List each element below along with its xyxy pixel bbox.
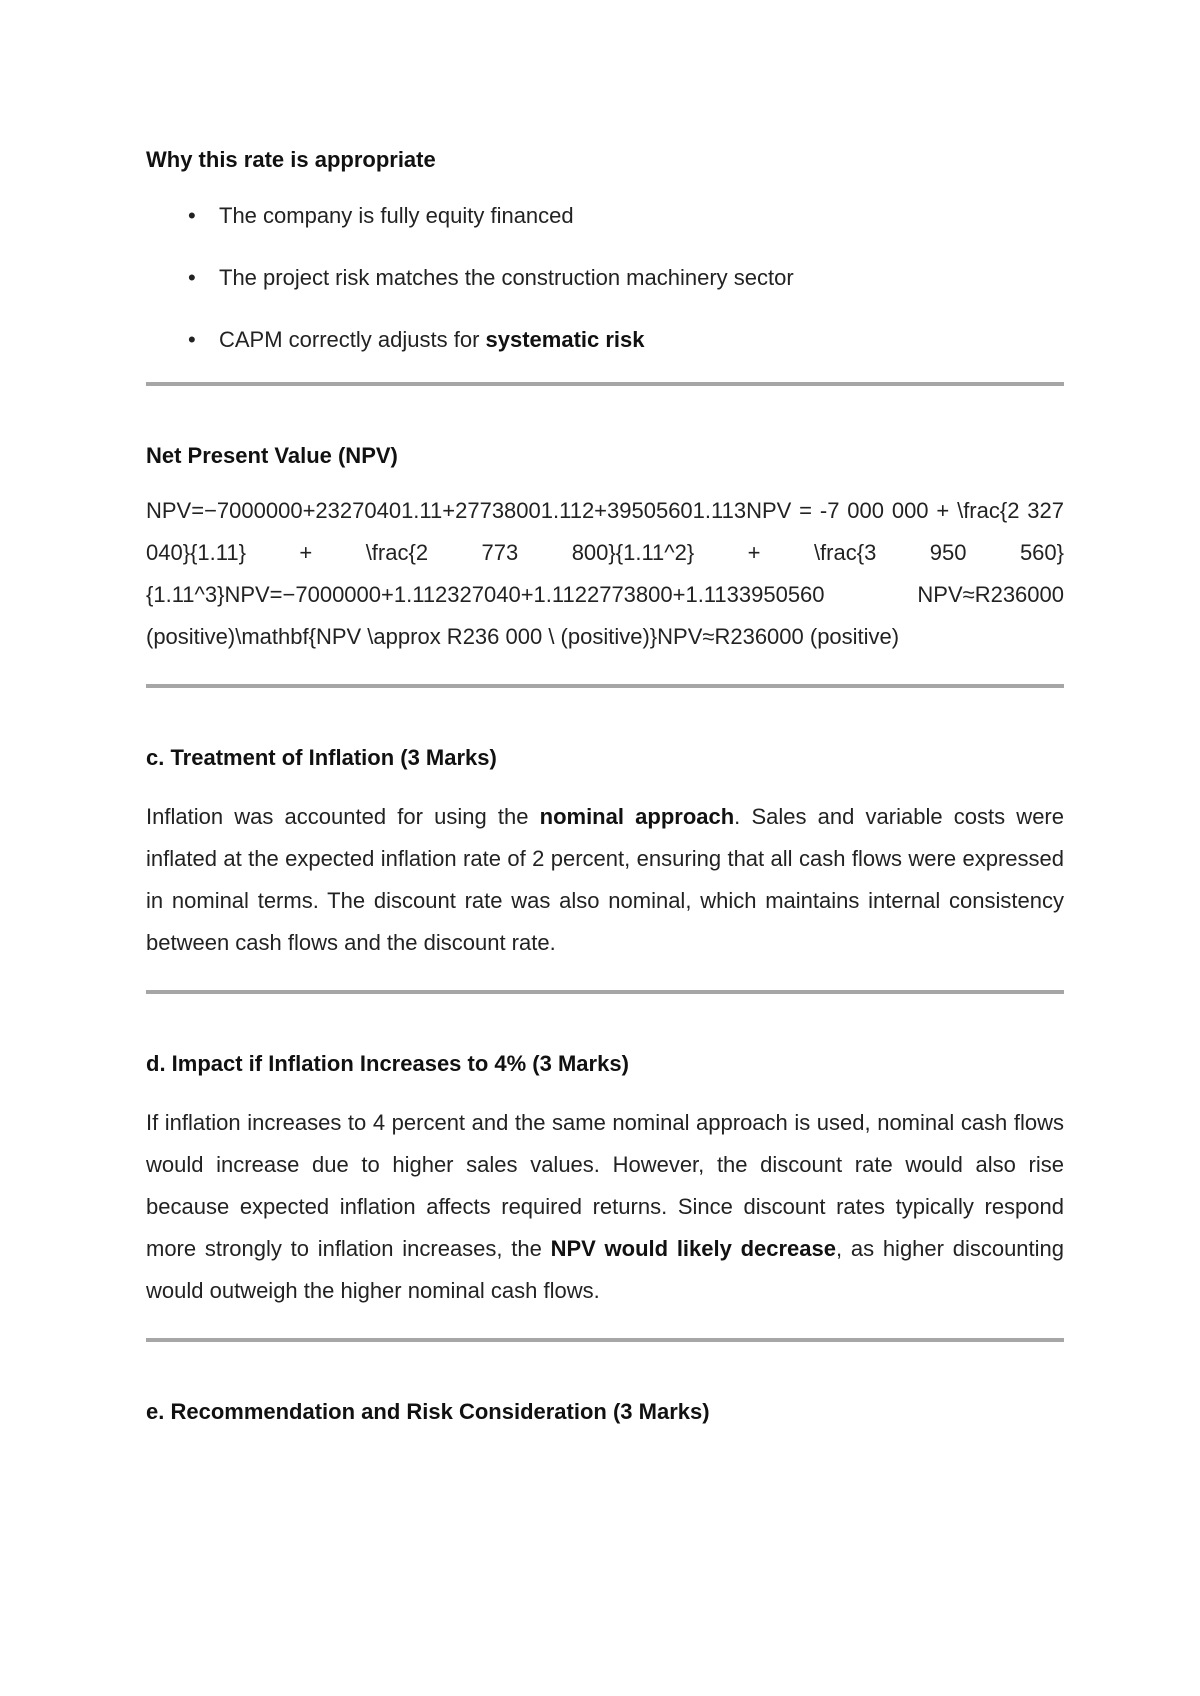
section-divider (146, 382, 1064, 386)
bullet-text: The company is fully equity financed (219, 203, 574, 228)
bullet-text: CAPM correctly adjusts for (219, 327, 486, 352)
list-item (146, 196, 1064, 236)
rate-heading: Why this rate is appropriate (146, 147, 436, 172)
impact-paragraph (146, 1102, 1064, 1312)
document-page (146, 140, 1064, 1432)
inflation-paragraph (146, 796, 1064, 964)
npv-formula-line-1: NPV=−7000000+23270401.11+27738001.112+39505601.113NPV = -7 000 000 + \frac{2 327 040}{1.11} + \frac{2 773 800}{1.11^2} + \frac{3 950 560}{1.11^3}NPV=−7000000+1.112327040+1.1122773800+1.1133950560 (146, 498, 1064, 607)
section-divider (146, 684, 1064, 688)
bullet-icon: • (188, 265, 196, 290)
bullet-bold-text: systematic risk (485, 327, 645, 352)
impact-heading: d. Impact if Inflation Increases to 4% (3 Marks) (146, 1051, 629, 1076)
paragraph-text: Inflation was accounted for using the (146, 804, 540, 829)
inflation-heading: c. Treatment of Inflation (3 Marks) (146, 745, 497, 770)
list-item (146, 258, 1064, 298)
npv-formula-line-2: NPV≈R236000 (positive)\mathbf{NPV \approx R236 000 \ (positive)}NPV≈R236000 (positive) (146, 582, 1064, 649)
npv-heading: Net Present Value (NPV) (146, 443, 398, 468)
bullet-icon: • (188, 203, 196, 228)
npv-formula (146, 490, 1064, 658)
list-item (146, 320, 1064, 360)
rate-bullet-list (146, 196, 1064, 360)
recommendation-heading: e. Recommendation and Risk Consideration (3 Marks) (146, 1399, 710, 1424)
paragraph-text: , as higher discounting would outweigh the higher nominal cash flows. (146, 1236, 1065, 1303)
bullet-text: The project risk matches the construction machinery sector (219, 265, 794, 290)
paragraph-text: . Sales and variable costs were inflated at the expected inflation rate of 2 percent, ensuring that all cash flows were expressed in nominal terms. The discount rate was also nominal, which maintains internal consistency between cash flows and the discount rate. (146, 804, 1064, 955)
bullet-icon: • (188, 327, 196, 352)
npv-decrease-bold: NPV would likely decrease (550, 1236, 837, 1261)
paragraph-text: If inflation increases to 4 percent and the same nominal approach is used, nominal cash flows would increase due to higher sales values. However, the discount rate would also rise because expected inflation affects required returns. Since discount rates typically respond more strongly to inflation increases, the (146, 1110, 1064, 1261)
section-divider (146, 990, 1064, 994)
nominal-approach-bold: nominal approach (539, 804, 735, 829)
section-divider (146, 1338, 1064, 1342)
